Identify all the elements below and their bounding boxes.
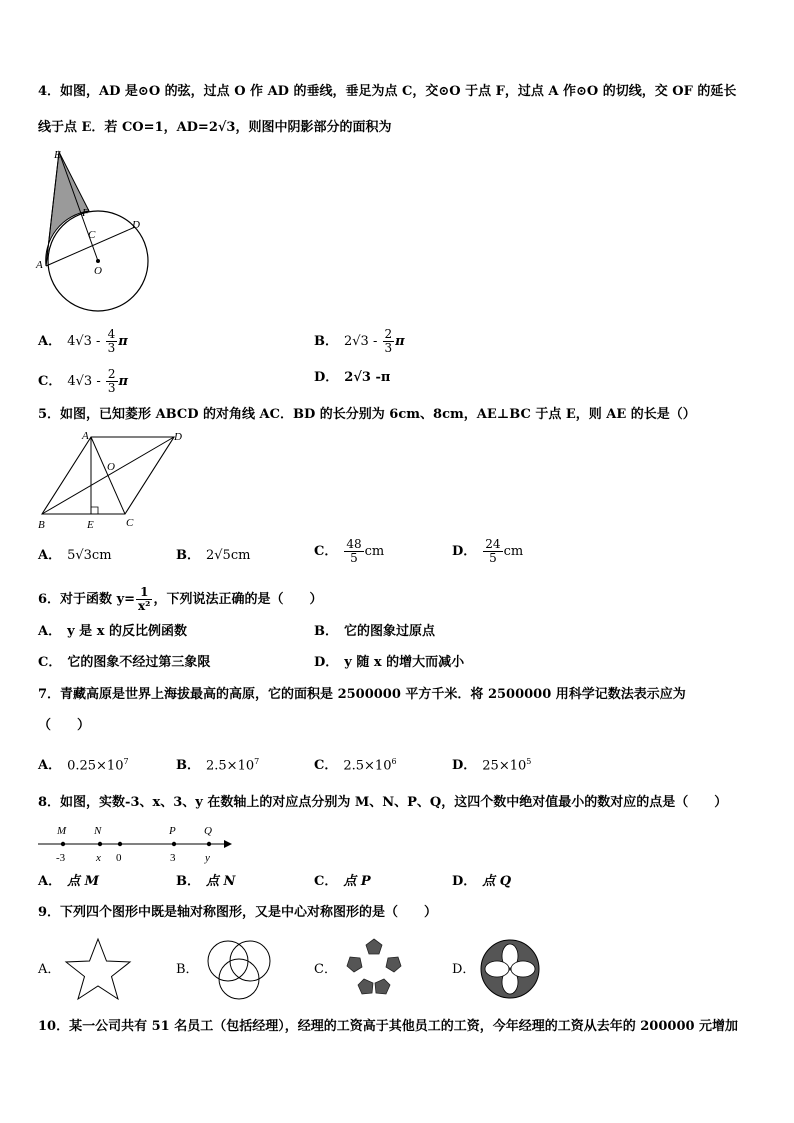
q5-label-A: A (82, 430, 89, 442)
q6-line: 6．对于函数 y= $\frac{1}{\text{x²}}$ ，下列说法正确的是（ ） (38, 585, 323, 613)
q9-circle-petals-icon (476, 935, 544, 1003)
q9-pentagons-icon (340, 935, 408, 1003)
q8-point-Q (207, 842, 211, 846)
q4-label-C: C (88, 229, 96, 241)
q8-line: 8．如图，实数-3、x、3、y 在数轴上的对应点分别为 M、N、P、Q，这四个数中绝对值最小的数对应的点是（ ） (38, 795, 728, 810)
q8-point-P (172, 842, 176, 846)
q5-label-O: O (107, 461, 115, 473)
q7-option-d: D． $25\times 10^5$ (452, 757, 532, 774)
q9-three-circles-icon (198, 935, 280, 1003)
q8-number-line (34, 818, 234, 868)
q5-option-d: D． $\frac{24}{5}$ cm (452, 537, 524, 565)
q5-option-b: B． 2√5cm (176, 548, 251, 563)
q5-label-D: D (174, 431, 182, 443)
q4-label-O: O (94, 265, 102, 277)
q10-line: 10．某一公司共有 51 名员工（包括经理），经理的工资高于其他员工的工资，今年经理的工资从去年的 200000 元增加 (38, 1019, 739, 1034)
q8-label-M: M (57, 825, 67, 837)
q7-option-c: C． $2.5\times 10^6$ (314, 757, 397, 774)
q6-option-c: C． 它的图象不经过第三象限 (38, 655, 211, 670)
q4-option-b: B． 2√3 - $\frac{2}{3}$ π (314, 327, 405, 355)
q8-option-c: C． 点 P (314, 874, 371, 889)
q5-option-a: A． 5√3cm (38, 548, 112, 563)
q4-figure (32, 146, 162, 316)
q8-label-P: P (169, 825, 176, 837)
q5-option-c: C． $\frac{48}{5}$ cm (314, 537, 385, 565)
q8-option-b: B． 点 N (176, 874, 236, 889)
q8-point-M (61, 842, 65, 846)
q8-label-3: 3 (170, 852, 176, 864)
q4-label-D: D (132, 219, 140, 231)
q7-line2: （ ） (38, 718, 91, 733)
q7-line1: 7．青藏高原是世界上海拔最高的高原，它的面积是 2500000 平方千米．将 2500000 用科学记数法表示应为 (38, 687, 686, 702)
q5-line: 5．如图，已知菱形 ABCD 的对角线 AC．BD 的长分别为 6cm、8cm，AE⊥BC 于点 E，则 AE 的长是（） (38, 407, 696, 422)
q4-center-point (96, 259, 100, 263)
q9-option-c-letter: C． (314, 962, 337, 977)
q6-option-a: A． y 是 x 的反比例函数 (38, 624, 187, 639)
q8-option-a: A． 点 M (38, 874, 100, 889)
q4-line2: 线于点 E．若 CO=1，AD=2√3，则图中阴影部分的面积为 (38, 120, 392, 135)
q5-right-angle-mark (91, 507, 98, 514)
q7-option-a: A． $0.25\times 10^7$ (38, 757, 129, 774)
q9-star-icon (62, 935, 134, 1003)
q4-label-F: F (82, 207, 89, 219)
q9-line: 9．下列四个图形中既是轴对称图形，又是中心对称图形的是（ ） (38, 905, 438, 920)
q5-label-C: C (126, 517, 134, 529)
q9-option-a-letter: A． (38, 962, 61, 977)
q6-option-b: B． 它的图象过原点 (314, 624, 436, 639)
q8-label-x: x (96, 852, 101, 864)
q8-axis-arrow (224, 840, 232, 848)
q6-option-d: D． y 随 x 的增大而减小 (314, 655, 465, 670)
q8-label-Q: Q (204, 825, 212, 837)
q4-option-a: A． 4√3 - $\frac{4}{3}$ π (38, 327, 128, 355)
q5-figure (34, 428, 194, 533)
q8-point-zero (118, 842, 122, 846)
q5-label-E: E (87, 519, 94, 531)
q9-option-b-letter: B． (176, 962, 199, 977)
q4-option-d: D． 2√3 -π (314, 370, 391, 385)
q8-option-d: D． 点 Q (452, 874, 512, 889)
q4-option-c: C． 4√3 - $\frac{2}{3}$ π (38, 367, 129, 395)
q5-label-B: B (38, 519, 45, 531)
q4-label-E: E (54, 149, 61, 161)
q8-label-minus3: -3 (56, 852, 66, 864)
q8-label-y: y (205, 852, 210, 864)
q4-line1: 4．如图，AD 是⊙O 的弦，过点 O 作 AD 的垂线，垂足为点 C，交⊙O 于点 F，过点 A 作⊙O 的切线，交 OF 的延长 (38, 84, 737, 99)
q7-option-b: B． $2.5\times 10^7$ (176, 757, 260, 774)
q9-option-d-letter: D． (452, 962, 476, 977)
q8-label-N: N (94, 825, 102, 837)
q8-point-N (98, 842, 102, 846)
q5-diagonal-BD (42, 437, 174, 514)
q4-label-A: A (36, 259, 43, 271)
q8-label-0: 0 (116, 852, 122, 864)
